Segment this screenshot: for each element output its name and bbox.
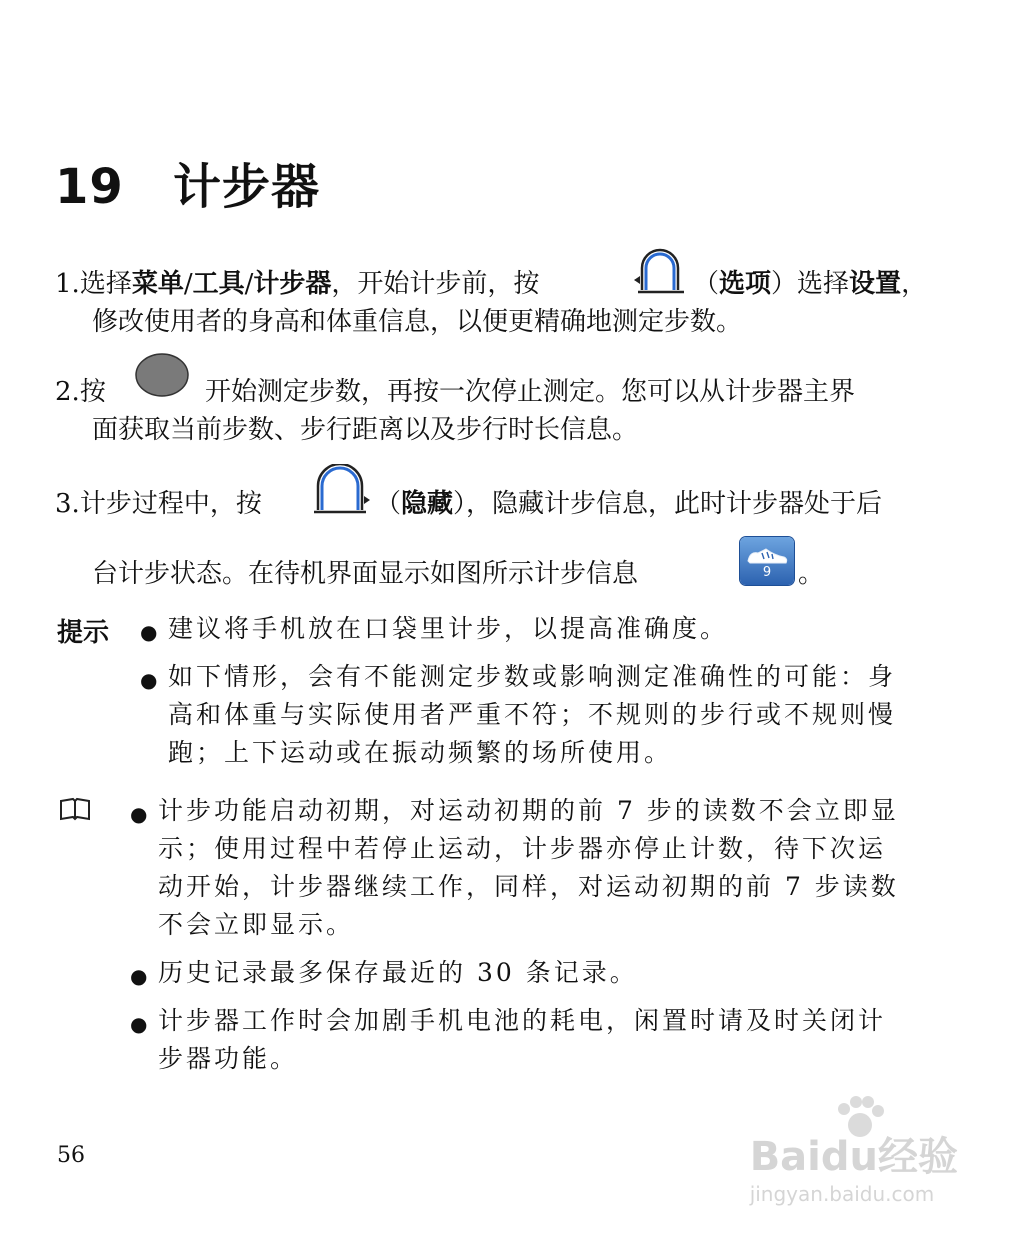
text: ， xyxy=(901,269,928,299)
step-2-line-2: 面获取当前步数、步行距离以及步行时长信息。 xyxy=(92,415,639,445)
step-1-line-1 xyxy=(55,267,539,301)
tip-bullet-2-line-3: 跑；上下运动或在振动频繁的场所使用。 xyxy=(168,738,673,767)
chapter-number: 19 xyxy=(55,159,124,215)
text: （ xyxy=(693,269,720,299)
bullet-icon: ● xyxy=(130,1012,148,1036)
step-3-line-1 xyxy=(375,487,882,521)
text: / xyxy=(183,269,193,299)
text: ）选择 xyxy=(771,269,850,299)
step-2-line-1-head xyxy=(55,375,106,409)
chapter-heading xyxy=(55,148,320,217)
step-3-number: 3. xyxy=(55,489,80,519)
bullet-icon: ● xyxy=(130,802,148,826)
left-softkey-icon xyxy=(632,246,690,296)
tip-bullet-1: 建议将手机放在口袋里计步，以提高准确度。 xyxy=(168,614,729,643)
hide-term: 隐藏 xyxy=(401,489,454,519)
note-1-line-2: 示；使用过程中若停止运动，计步器亦停止计数，待下次运 xyxy=(158,834,887,863)
tip-bullet-2-line-2: 高和体重与实际使用者严重不符；不规则的步行或不规则慢 xyxy=(168,700,897,729)
bullet-icon: ● xyxy=(140,668,158,692)
settings-term: 设置 xyxy=(849,269,902,299)
text: 选择 xyxy=(79,269,132,299)
note-3-line-1: 计步器工作时会加剧手机电池的耗电，闲置时请及时关闭计 xyxy=(158,1006,887,1035)
text: 计步过程中，按 xyxy=(79,489,262,519)
badge-step-count: 9 xyxy=(762,565,772,580)
text: （ xyxy=(375,489,402,519)
bullet-icon: ● xyxy=(130,964,148,988)
step-2-number: 2. xyxy=(55,377,80,407)
tip-label: 提示 xyxy=(57,618,110,648)
pedometer-term: 计步器 xyxy=(253,269,332,299)
text: ，开始计步前，按 xyxy=(331,269,540,299)
baidu-watermark xyxy=(749,1095,958,1206)
watermark-cn: 经验 xyxy=(878,1134,958,1180)
step-3-line-2: 台计步状态。在待机界面显示如图所示计步信息 xyxy=(92,559,639,589)
tools-term: 工具 xyxy=(192,269,245,299)
book-icon xyxy=(57,795,93,823)
watermark-brand: Baidu xyxy=(749,1134,878,1180)
step-3-line-1-head xyxy=(55,487,262,521)
note-3-line-2: 步器功能。 xyxy=(158,1044,299,1073)
note-2: 历史记录最多保存最近的 30 条记录。 xyxy=(158,958,638,987)
text: ），隐藏计步信息，此时计步器处于后 xyxy=(453,489,883,519)
text: / xyxy=(244,269,254,299)
options-term: 选项 xyxy=(719,269,772,299)
note-1-line-3: 动开始，计步器继续工作，同样，对运动初期的前 7 步读数 xyxy=(158,872,899,901)
note-1-line-4: 不会立即显示。 xyxy=(158,910,355,939)
chapter-title: 计步器 xyxy=(173,159,321,215)
step-1-line-2: 修改使用者的身高和体重信息，以便更精确地测定步数。 xyxy=(92,307,743,337)
pedometer-badge-icon xyxy=(740,537,794,585)
menu-term: 菜单 xyxy=(131,269,184,299)
step-1-number: 1. xyxy=(55,269,80,299)
tip-bullet-2-line-1: 如下情形，会有不能测定步数或影响测定准确性的可能：身 xyxy=(168,662,897,691)
step-1-line-1-tail xyxy=(693,267,927,301)
page-number: 56 xyxy=(57,1143,85,1168)
step-3-end: 。 xyxy=(798,559,825,589)
watermark-url: jingyan.baidu.com xyxy=(749,1182,935,1206)
step-2-line-1: 开始测定步数，再按一次停止测定。您可以从计步器主界 xyxy=(205,377,856,407)
text: 按 xyxy=(79,377,106,407)
bullet-icon: ● xyxy=(140,620,158,644)
note-1-line-1: 计步功能启动初期，对运动初期的前 7 步的读数不会立即显 xyxy=(158,796,899,825)
center-key-icon xyxy=(133,351,191,401)
right-softkey-icon xyxy=(310,464,372,516)
